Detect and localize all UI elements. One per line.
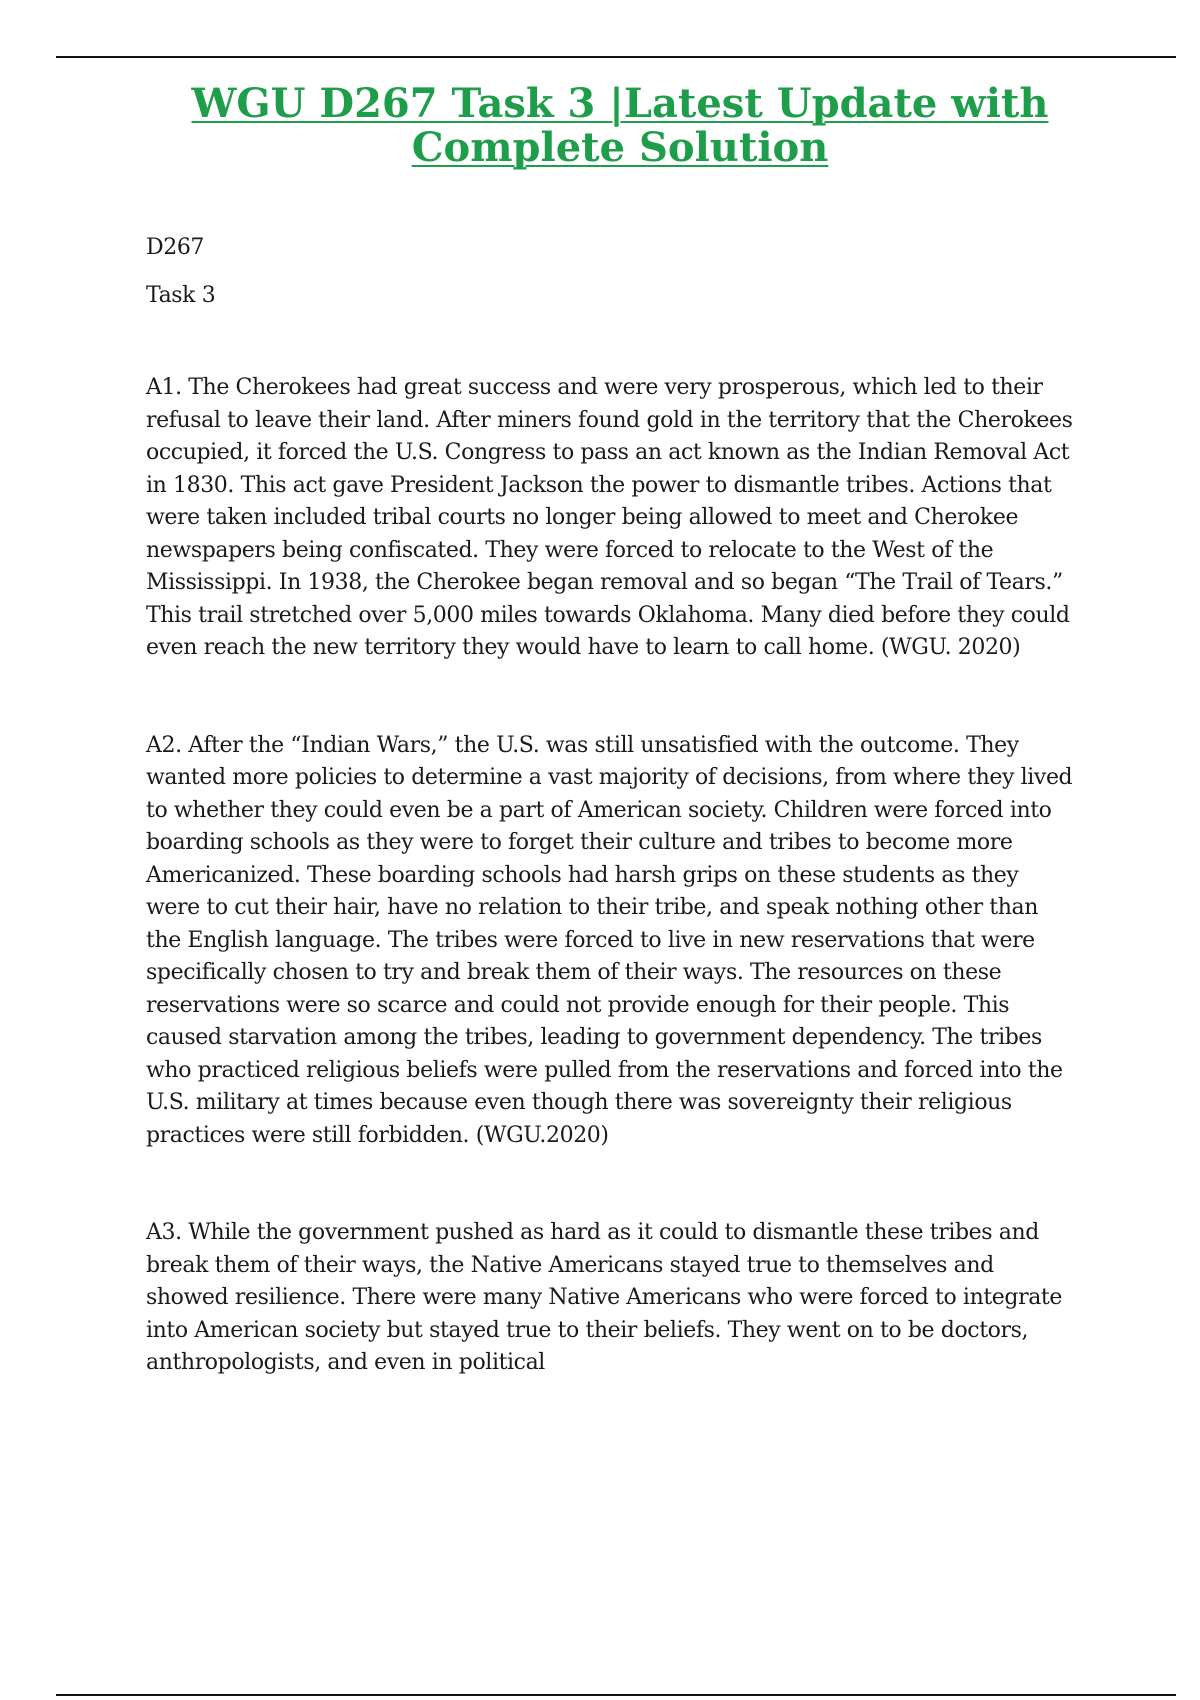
paragraph-a3: A3. While the government pushed as hard as it could to dismantle these tribes and break them of their ways, the Native Americans stayed true to themselves and showed resilience. There were many Native Americans who were forced to integrate into American society but stayed true to their beliefs. They went on to be doctors, anthropologists, and even in political <box>146 1220 1062 1375</box>
bottom-rule <box>56 1694 1176 1696</box>
document-body <box>146 232 1076 1380</box>
paragraph-a1: A1. The Cherokees had great success and were very prosperous, which led to their refusal to leave their land. After miners found gold in the territory that the Cherokees occupied, it forced the U.S. Congress to pass an act known as the Indian Removal Act in 1830. This act gave President Jackson the power to dismantle tribes. Actions that were taken included tribal courts no longer being allowed to meet and Cherokee newspapers being confiscated. They were forced to relocate to the West of the Mississippi. In 1938, the Cherokee began removal and so began “The Trail of Tears.” This trail stretched over 5,000 miles towards Oklahoma. Many died before they could even reach the new territory they would have to learn to call home. (WGU. 2020) <box>146 375 1073 660</box>
paragraph-a2: A2. After the “Indian Wars,” the U.S. was still unsatisfied with the outcome. They wanted more policies to determine a vast majority of decisions, from where they lived to whether they could even be a part of American society. Children were forced into boarding schools as they were to forget their culture and tribes to become more Americanized. These boarding schools had harsh grips on these students as they were to cut their hair, have no relation to their tribe, and speak nothing other than the English language. The tribes were forced to live in new reservations that were specifically chosen to try and break them of their ways. The resources on these reservations were so scarce and could not provide enough for their people. This caused starvation among the tribes, leading to government dependency. The tribes who practiced religious beliefs were pulled from the reservations and forced into the U.S. military at times because even though there was sovereignty their religious practices were still forbidden. (WGU.2020) <box>146 732 1073 1148</box>
document-title: WGU D267 Task 3 |Latest Update with Complete Solution <box>191 80 1049 171</box>
course-code: D267 <box>146 235 205 260</box>
top-rule <box>56 56 1176 58</box>
task-label: Task 3 <box>146 282 216 308</box>
